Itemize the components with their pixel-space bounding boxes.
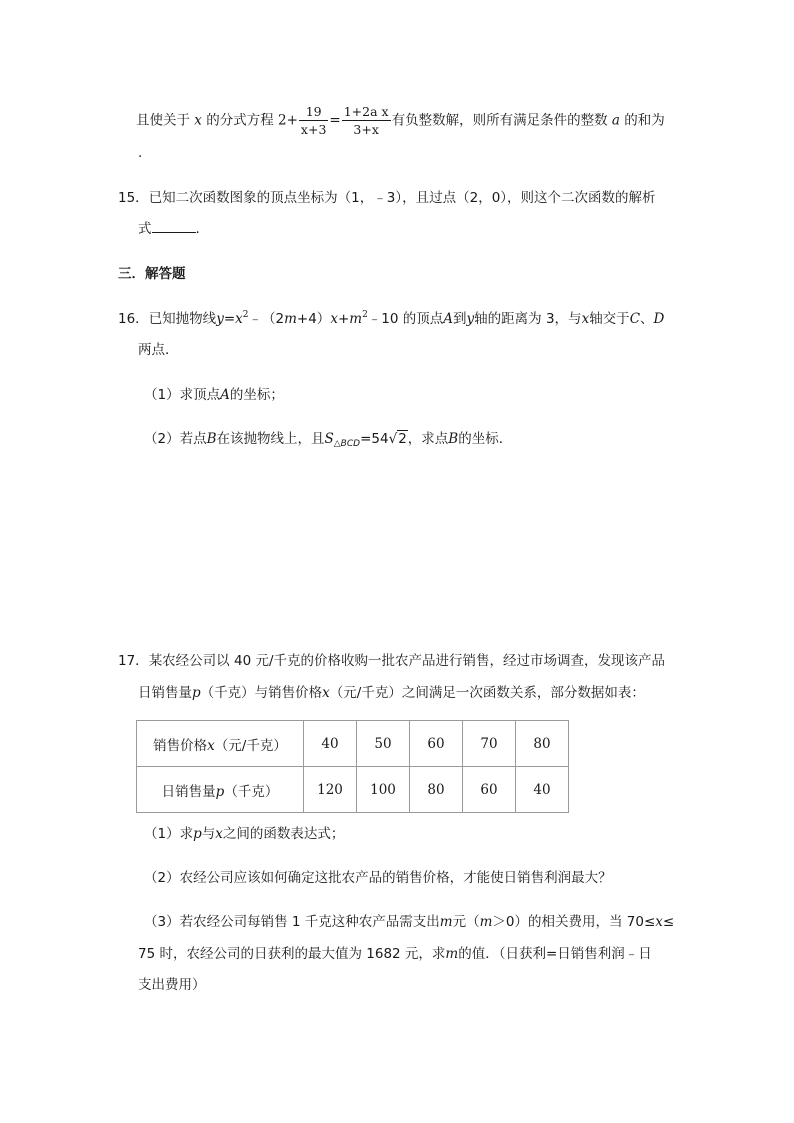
q17-sub3-line3: 支出费用） xyxy=(138,977,206,993)
price-sales-table xyxy=(136,720,569,813)
section-heading: 三．解答题 xyxy=(118,266,186,282)
table-row xyxy=(137,767,569,813)
table-cell: 60 xyxy=(410,721,463,767)
q17-sub2: （2）农经公司应该如何确定这批农产品的销售价格，才能使日销售利润最大？ xyxy=(144,870,612,886)
question-number: 16． xyxy=(118,311,149,327)
table-cell: 80 xyxy=(516,721,569,767)
q17-sub3-line2: 75 时，农经公司的日获利的最大值为 1682 元，求m的值．（日获利=日销售利润﹣日 xyxy=(138,946,652,962)
question-number: 17． xyxy=(118,653,149,669)
table-cell: 100 xyxy=(357,767,410,813)
sqrt-expression: √2 xyxy=(388,431,407,447)
q15-line1: 15．已知二次函数图象的顶点坐标为（1，﹣3），且过点（2，0），则这个二次函数的解析 xyxy=(118,190,656,206)
table-row-header: 日销售量p（千克） xyxy=(137,767,304,813)
q17-line2: 日销售量p（千克）与销售价格x（元/千克）之间满足一次函数关系，部分数据如表： xyxy=(138,685,645,701)
q17-sub3-line1: （3）若农经公司每销售 1 千克这种农产品需支出m元（m＞0）的相关费用，当 70≤x≤ xyxy=(144,914,675,930)
q16-line2: 两点． xyxy=(138,342,179,358)
table-row xyxy=(137,721,569,767)
table-row-header: 销售价格x（元/千克） xyxy=(137,721,304,767)
table-cell: 60 xyxy=(463,767,516,813)
table-cell: 50 xyxy=(357,721,410,767)
q16-sub1: （1）求顶点A的坐标； xyxy=(144,387,284,403)
q14-line1: 且使关于 x 的分式方程 2+ $\frac{19}{x+3}$ = $\frac{\text{1+2a x}}{3+x}$ 有负整数解，则所有满足条件的整数 a 的和为 xyxy=(136,104,665,137)
table-cell: 40 xyxy=(304,721,357,767)
q16-line1: 16．已知抛物线$y=x^2﹣(2m+4)x+m^2﹣10$ 的顶点A到y轴的距离为 3，与x轴交于C、D xyxy=(118,310,665,327)
table-cell: 40 xyxy=(516,767,569,813)
table-cell: 120 xyxy=(304,767,357,813)
table-cell: 80 xyxy=(410,767,463,813)
q14-line2: . xyxy=(138,145,143,161)
q15-line2: 式 . xyxy=(138,221,200,237)
q17-sub1: （1）求p与x之间的函数表达式； xyxy=(144,826,345,842)
fraction-1-plus-2ax-over-3-plus-x: $\frac{\text{1+2a x}}{3+x}$ xyxy=(343,104,389,137)
q17-line1: 17．某农经公司以 40 元/千克的价格收购一批农产品进行销售，经过市场调查，发现该产品 xyxy=(118,653,665,669)
q16-sub2: （2）若点B在该抛物线上，且$S_{\triangle BCD}=54√2$，求点B的坐标． xyxy=(144,431,513,449)
answer-blank[interactable] xyxy=(152,219,196,233)
question-number: 15． xyxy=(118,190,149,206)
table-cell: 70 xyxy=(463,721,516,767)
fraction-19-over-x-plus-3: $\frac{19}{x+3}$ xyxy=(300,104,327,137)
